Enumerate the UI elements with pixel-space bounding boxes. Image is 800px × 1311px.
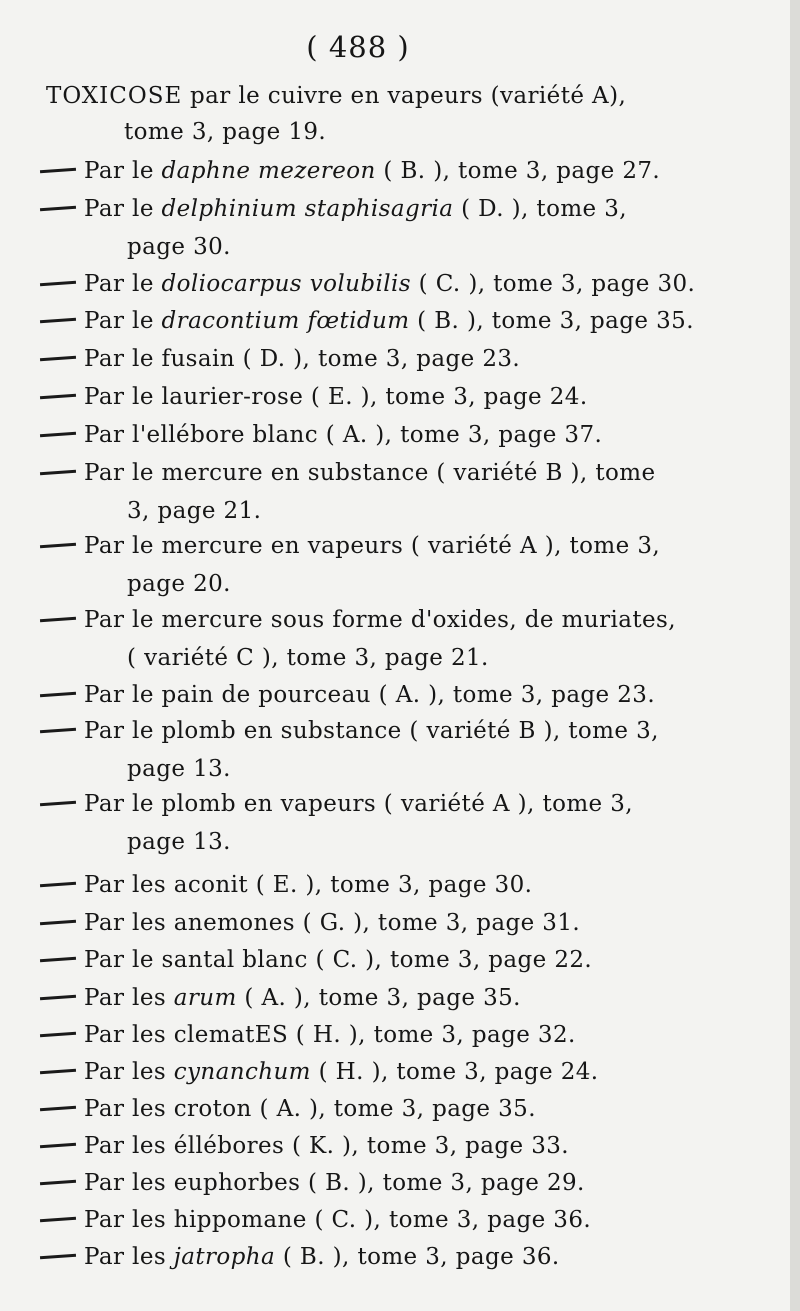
entry-line <box>84 1205 591 1235</box>
entry-continuation: page 30. <box>127 234 231 260</box>
entry-text: Par le pain de pourceau ( A. ), tome 3, page 23. <box>84 682 656 708</box>
entry-dash <box>40 1254 76 1260</box>
entry-dash <box>40 543 76 549</box>
entry-text: Par le <box>84 196 162 222</box>
entry-line <box>84 1094 536 1124</box>
heading-continuation: tome 3, page 19. <box>124 119 327 145</box>
heading-line <box>46 81 626 111</box>
entry-line <box>84 1131 569 1161</box>
entry-dash <box>40 1032 76 1038</box>
entry-text: Par les euphorbes ( B. ), tome 3, page 29. <box>84 1170 585 1196</box>
entry-line <box>84 1242 560 1272</box>
entry-reference: ( B. ), tome 3, page 27. <box>375 158 661 184</box>
entry-line <box>84 269 695 299</box>
entry-dash <box>40 168 76 174</box>
entry-text: Par le laurier-rose ( E. ), tome 3, page 24. <box>84 384 588 410</box>
entry-reference: ( C. ), tome 3, page 30. <box>410 271 696 297</box>
entry-line <box>84 344 520 374</box>
entry-text: Par les <box>84 1059 174 1085</box>
entry-italic-name: doliocarpus volubilis <box>161 271 411 297</box>
entry-dash <box>40 1217 76 1223</box>
entry-dash <box>40 356 76 362</box>
entry-dash <box>40 318 76 324</box>
entry-line <box>84 531 660 561</box>
page-number: ( 488 ) <box>306 30 410 64</box>
entry-reference: ( A. ), tome 3, page 35. <box>236 985 521 1011</box>
entry-line <box>84 1057 599 1087</box>
entry-text: Par les croton ( A. ), tome 3, page 35. <box>84 1096 536 1122</box>
entry-text: Par le <box>84 308 162 334</box>
entry-dash <box>40 1069 76 1075</box>
entry-dash <box>40 882 76 888</box>
entry-line <box>84 908 580 938</box>
entry-text: Par le plomb en substance ( variété B ), tome 3, <box>84 718 659 744</box>
entry-continuation: 3, page 21. <box>127 498 262 524</box>
entry-line <box>84 382 588 412</box>
entry-dash <box>40 728 76 734</box>
entry-text: Par le mercure sous forme d'oxides, de muriates, <box>84 607 676 633</box>
entry-continuation: ( variété C ), tome 3, page 21. <box>127 645 489 671</box>
page-edge <box>790 0 800 1311</box>
entry-reference: ( B. ), tome 3, page 35. <box>409 308 694 334</box>
entry-line <box>84 194 627 224</box>
entry-dash <box>40 432 76 438</box>
entry-reference: ( H. ), tome 3, page 24. <box>310 1059 599 1085</box>
entry-dash <box>40 617 76 623</box>
entry-line <box>84 945 592 975</box>
entry-dash <box>40 281 76 287</box>
entry-italic-name: cynanchum <box>173 1059 311 1085</box>
entry-dash <box>40 995 76 1001</box>
entry-continuation: page 20. <box>127 571 231 597</box>
entry-text: Par les <box>84 985 174 1011</box>
entry-italic-name: daphne mezereon <box>161 158 376 184</box>
entry-continuation: page 13. <box>127 756 231 782</box>
entry-text: Par les <box>84 1244 174 1270</box>
entry-italic-name: arum <box>173 985 237 1011</box>
entry-text: Par le <box>84 158 162 184</box>
entry-line <box>84 458 655 488</box>
entry-text: Par les aconit ( E. ), tome 3, page 30. <box>84 872 533 898</box>
entry-text: Par le fusain ( D. ), tome 3, page 23. <box>84 346 521 372</box>
entry-dash <box>40 692 76 698</box>
entry-reference: ( B. ), tome 3, page 36. <box>275 1244 560 1270</box>
entry-dash <box>40 394 76 400</box>
entry-italic-name: jatropha <box>173 1244 276 1270</box>
entry-text: Par le <box>84 271 162 297</box>
entry-line <box>84 789 633 819</box>
entry-line <box>84 680 655 710</box>
entry-text: Par les éllébores ( K. ), tome 3, page 33. <box>84 1133 569 1159</box>
entry-reference: ( D. ), tome 3, <box>453 196 627 222</box>
entry-text: Par le plomb en vapeurs ( variété A ), tome 3, <box>84 791 634 817</box>
entry-text: Par les clematES ( H. ), tome 3, page 32. <box>84 1022 576 1048</box>
entry-dash <box>40 1180 76 1186</box>
heading-word: TOXICOSE <box>46 83 183 109</box>
heading-rest: par le cuivre en vapeurs (variété A), <box>182 83 627 109</box>
entry-text: Par les hippomane ( C. ), tome 3, page 36. <box>84 1207 592 1233</box>
entry-italic-name: dracontium fœtidum <box>161 308 410 334</box>
entry-text: Par le santal blanc ( C. ), tome 3, page 22. <box>84 947 593 973</box>
entry-dash <box>40 957 76 963</box>
entry-text: Par les anemones ( G. ), tome 3, page 31. <box>84 910 581 936</box>
entry-dash <box>40 1106 76 1112</box>
entry-text: Par le mercure en vapeurs ( variété A ), tome 3, <box>84 533 661 559</box>
entry-line <box>84 870 532 900</box>
entry-text: Par l'ellébore blanc ( A. ), tome 3, page 37. <box>84 422 603 448</box>
entry-line <box>84 306 694 336</box>
entry-dash <box>40 206 76 212</box>
entry-line <box>84 716 659 746</box>
entry-dash <box>40 801 76 807</box>
entry-italic-name: delphinium staphisagria <box>161 196 454 222</box>
entry-line <box>84 156 660 186</box>
entry-line <box>84 983 521 1013</box>
entry-dash <box>40 470 76 476</box>
entry-line <box>84 605 676 635</box>
entry-line <box>84 420 602 450</box>
entry-continuation: page 13. <box>127 829 231 855</box>
entry-dash <box>40 920 76 926</box>
entry-text: Par le mercure en substance ( variété B ), tome <box>84 460 656 486</box>
entry-dash <box>40 1143 76 1149</box>
entry-line <box>84 1020 576 1050</box>
entry-line <box>84 1168 585 1198</box>
